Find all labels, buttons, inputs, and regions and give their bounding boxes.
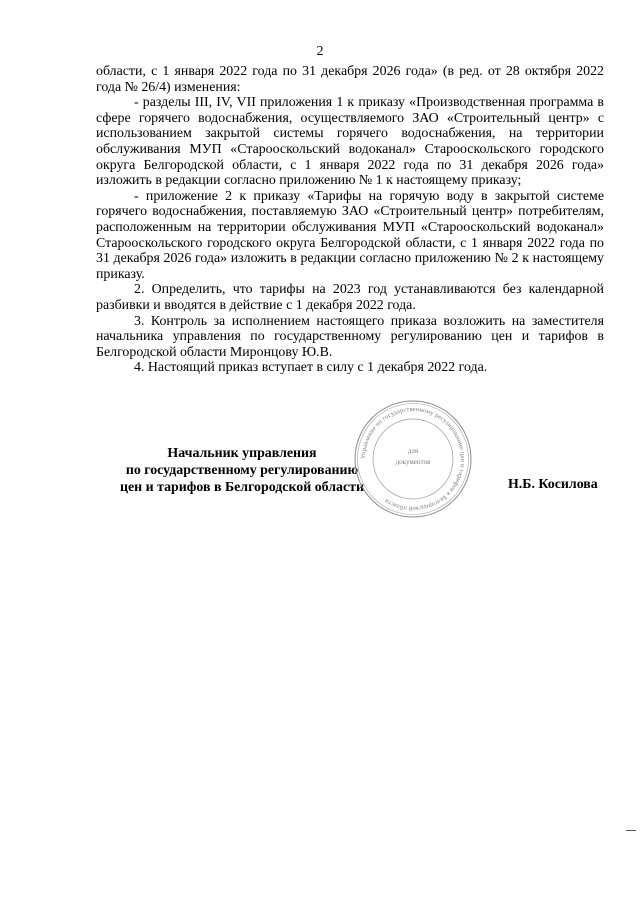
paragraph-item-appendix: - приложение 2 к приказу «Тарифы на горячую воду в закрытой системе горячего водоснабжения, поставляемую ЗАО «Строительный центр» потребителям, расположенным на территории обслуживания МУП «Старооскольский водоканал» Старооскольского городского округа Белгородской области, с 1 января 2022 года по 31 декабря 2026 года» изложить в редакции согласно приложению № 2 к настоящему приказу. — [96, 188, 604, 282]
stamp-center-text: документов — [395, 458, 431, 466]
scan-mark — [626, 830, 636, 831]
signatory-name: Н.Б. Косилова — [508, 477, 598, 492]
signatory-title-line: цен и тарифов в Белгородской области — [120, 480, 364, 495]
signature-block — [0, 445, 640, 555]
paragraph-continuation: области, с 1 января 2022 года по 31 декабря 2026 года» (в ред. от 28 октября 2022 года № 26/4) изменения: — [96, 64, 604, 95]
stamp-ring-text: Управление по государственному регулированию цен и тарифов в Белгородской области — [359, 405, 467, 513]
signatory-title-line: Начальник управления — [167, 446, 317, 461]
signatory-title-line: по государственному регулированию — [125, 463, 359, 478]
document-body — [96, 64, 604, 376]
stamp-center-text: для — [407, 447, 419, 455]
paragraph-point-2: 2. Определить, что тарифы на 2023 год устанавливаются без календарной разбивки и вводятся в действие с 1 декабря 2022 года. — [96, 282, 604, 313]
page-number: 2 — [316, 44, 324, 59]
paragraph-point-3: 3. Контроль за исполнением настоящего приказа возложить на заместителя начальника управления по государственному регулированию цен и тарифов в Белгородской области Миронцову Ю.В. — [96, 313, 604, 360]
official-stamp — [352, 398, 474, 520]
paragraph-item-sections: - разделы III, IV, VII приложения 1 к приказу «Производственная программа в сфере горячего водоснабжения, осуществляемого ЗАО «Строительный центр» с использованием закрытой системы горячего водоснабжения, на территории обслуживания МУП «Старооскольский водоканал» Старооскольского городского округа Белгородской области, с 1 января 2022 года по 31 декабря 2026 года» изложить в редакции согласно приложению № 1 к настоящему приказу; — [96, 95, 604, 189]
paragraph-point-4: 4. Настоящий приказ вступает в силу с 1 декабря 2022 года. — [134, 360, 488, 376]
